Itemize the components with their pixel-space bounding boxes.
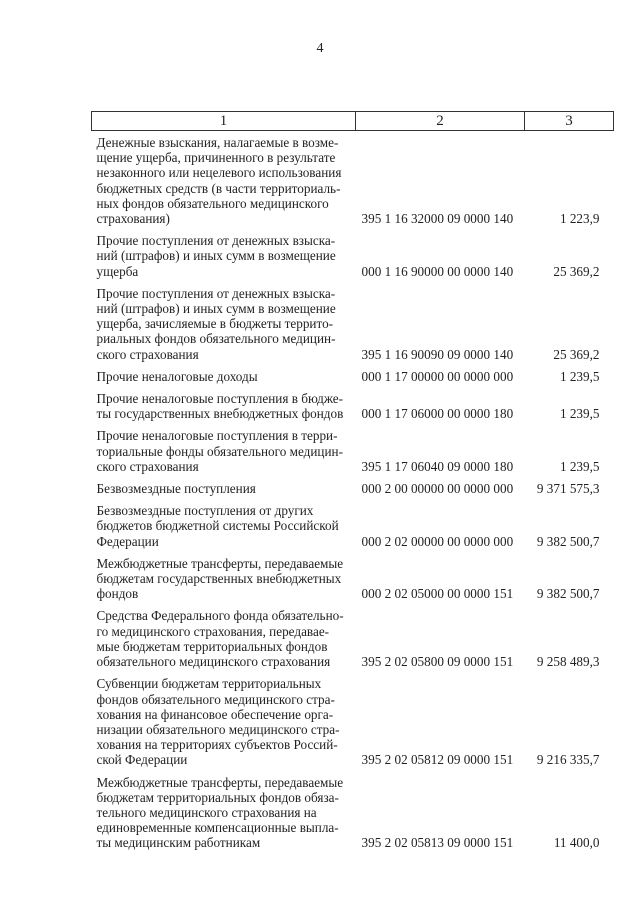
table-row: [92, 499, 614, 552]
row-description: Прочие поступления от денежных взыска- ний (штрафов) и иных сумм в возмещение ущерба, зачисляемые в бюджеты террито- риальных фондов обязательного медицин- ского страхования: [96, 285, 336, 362]
row-amount: 9 258 489,3: [536, 654, 600, 670]
table-header-row: [92, 112, 614, 131]
row-description: Межбюджетные трансферты, передаваемые бюджетам государственных внебюджетных фондов: [96, 555, 344, 602]
row-amount: 1 239,5: [559, 368, 600, 384]
row-description: Прочие поступления от денежных взыска- ний (штрафов) и иных сумм в возмещение ущерба: [96, 233, 336, 279]
row-description: Прочие неналоговые поступления в бюдже- ты государственных внебюджетных фондов: [96, 391, 344, 422]
row-amount: 25 369,2: [553, 346, 600, 362]
row-budget-code: 395 2 02 05812 09 0000 151: [361, 752, 514, 768]
row-amount: 9 382 500,7: [536, 533, 600, 549]
table-row: [92, 131, 614, 230]
row-description: Денежные взыскания, налагаемые в возме- щение ущерба, причиненного в результате незаконного или нецелевого использования бюджетных средств (в части территориаль- ных фондов обязательного медицинского страхования): [96, 135, 342, 227]
table-header: [92, 112, 614, 131]
row-budget-code: 000 1 16 90000 00 0000 140: [361, 263, 514, 279]
row-budget-code: 395 2 02 05800 09 0000 151: [361, 654, 514, 670]
budget-revenue-table-container: [91, 111, 613, 854]
row-amount: 11 400,0: [553, 835, 600, 851]
row-budget-code: 000 2 02 00000 00 0000 000: [361, 533, 514, 549]
table-row: [92, 477, 614, 499]
row-amount: 1 239,5: [559, 458, 600, 474]
row-amount: 25 369,2: [553, 263, 600, 279]
row-budget-code: 000 2 02 05000 00 0000 151: [361, 586, 514, 602]
row-budget-code: 395 1 16 90090 09 0000 140: [361, 346, 514, 362]
table-row: [92, 282, 614, 365]
table-row: [92, 365, 614, 387]
row-budget-code: 395 1 16 32000 09 0000 140: [361, 211, 514, 227]
row-description: Безвозмездные поступления от других бюджетов бюджетной системы Российской Федерации: [96, 503, 339, 549]
row-amount: 9 382 500,7: [536, 586, 600, 602]
row-budget-code: 395 1 17 06040 09 0000 180: [361, 458, 514, 474]
row-budget-code: 395 2 02 05813 09 0000 151: [361, 835, 514, 851]
row-description: Средства Федерального фонда обязательно- го медицинского страхования, передавае- мые бюджетам территориальных фондов обязательного медицинского страхования: [96, 608, 344, 670]
table-row: [92, 771, 614, 854]
table-body: [92, 131, 614, 854]
table-row: [92, 552, 614, 605]
column-header-3: 3: [525, 112, 614, 131]
row-amount: 1 223,9: [559, 211, 600, 227]
table-row: [92, 387, 614, 424]
table-row: [92, 604, 614, 672]
row-description: Безвозмездные поступления: [96, 481, 256, 497]
row-budget-code: 000 1 17 06000 00 0000 180: [361, 406, 514, 422]
row-budget-code: 000 2 00 00000 00 0000 000: [361, 481, 514, 497]
row-description: Субвенции бюджетам территориальных фондов обязательного медицинского стра- хования на финансовое обеспечение орга- низации обязательного медицинского стра- хования на территориях субъектов Россий- ской Федерации: [96, 676, 340, 768]
row-description: Прочие неналоговые доходы: [96, 368, 258, 384]
column-header-1: 1: [92, 112, 356, 131]
row-amount: 9 371 575,3: [536, 481, 600, 497]
row-budget-code: 000 1 17 00000 00 0000 000: [361, 368, 514, 384]
row-amount: 1 239,5: [559, 406, 600, 422]
page-number: 4: [316, 41, 324, 56]
table-row: [92, 672, 614, 770]
row-description: Прочие неналоговые поступления в терри- ториальные фонды обязательного медицин- ского страхования: [96, 428, 343, 474]
row-amount: 9 216 335,7: [536, 752, 600, 768]
table-row: [92, 229, 614, 282]
budget-revenue-table: [91, 111, 614, 854]
row-description: Межбюджетные трансферты, передаваемые бюджетам территориальных фондов обяза- тельного медицинского страхования на единовременные компенсационные выпла- ты медицинским работникам: [96, 774, 344, 851]
column-header-2: 2: [356, 112, 525, 131]
table-row: [92, 424, 614, 477]
